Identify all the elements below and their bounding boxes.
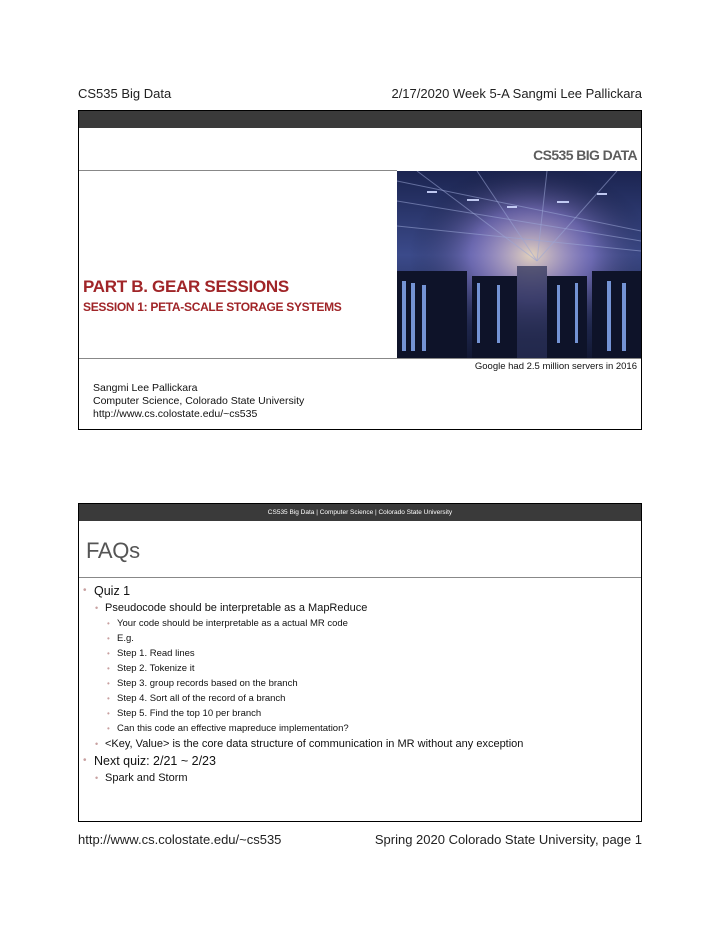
bullet-text: Step 3. group records based on the branch: [117, 678, 298, 689]
date-lecture-info: 2/17/2020 Week 5-A Sangmi Lee Pallickara: [391, 86, 642, 101]
course-url: http://www.cs.colostate.edu/~cs535: [93, 408, 258, 420]
bullet-item: [79, 721, 641, 736]
bullet-text: Your code should be interpretable as a actual MR code: [117, 618, 348, 629]
slide-divider-bottom: [79, 358, 641, 359]
bullet-dot-icon: •: [95, 603, 99, 613]
bullet-item: [79, 600, 641, 616]
bullet-text: Spark and Storm: [105, 772, 188, 784]
bullet-text: Quiz 1: [94, 584, 131, 598]
bullet-text: Step 1. Read lines: [117, 648, 195, 659]
bullet-item: [79, 616, 641, 631]
bullet-dot-icon: •: [107, 619, 110, 628]
page-footer: [78, 832, 642, 852]
author-affiliation: Computer Science, Colorado State University: [93, 395, 305, 407]
bullet-dot-icon: •: [107, 649, 110, 658]
bullet-item: [79, 770, 641, 786]
slide-top-bar: [79, 111, 641, 128]
bullet-item: [79, 646, 641, 661]
page-header: [78, 86, 642, 106]
bullet-text: Step 2. Tokenize it: [117, 663, 195, 674]
slide-divider: [79, 577, 641, 578]
bullet-item: [79, 706, 641, 721]
author-name: Sangmi Lee Pallickara: [93, 382, 198, 394]
slide-top-bar: CS535 Big Data | Computer Science | Colorado State University: [79, 504, 641, 521]
bullet-dot-icon: •: [95, 773, 99, 783]
bullet-item: [79, 676, 641, 691]
slide-title: [78, 110, 642, 430]
footer-url: http://www.cs.colostate.edu/~cs535: [78, 832, 282, 847]
bullet-text: Step 5. Find the top 10 per branch: [117, 708, 262, 719]
bullet-item: [79, 691, 641, 706]
slide-divider: [79, 170, 397, 171]
bullet-dot-icon: •: [107, 724, 110, 733]
bullet-item: [79, 582, 641, 600]
bullet-dot-icon: •: [83, 755, 87, 766]
author-block: [93, 382, 304, 421]
bullet-text: <Key, Value> is the core data structure of communication in MR without any exception: [105, 738, 524, 750]
bullet-dot-icon: •: [107, 634, 110, 643]
course-name: CS535 Big Data: [78, 86, 172, 101]
bullet-dot-icon: •: [107, 664, 110, 673]
bullet-item: [79, 631, 641, 646]
bullet-dot-icon: •: [107, 694, 110, 703]
bullet-text: E.g.: [117, 633, 134, 644]
datacenter-image: [397, 171, 641, 358]
slide-title-text: PART B. GEAR SESSIONS: [83, 277, 289, 296]
slide-title-text: FAQs: [86, 538, 140, 563]
slide-faqs: [78, 503, 642, 822]
bullet-item: [79, 736, 641, 752]
image-caption: Google had 2.5 million servers in 2016: [474, 361, 637, 372]
bullet-item: [79, 661, 641, 676]
slide-brand: CS535 BIG DATA: [533, 147, 637, 163]
bullet-text: Next quiz: 2/21 ~ 2/23: [94, 754, 216, 768]
bullet-dot-icon: •: [83, 585, 87, 596]
slide-subtitle-text: SESSION 1: PETA-SCALE STORAGE SYSTEMS: [83, 300, 342, 314]
bullet-dot-icon: •: [95, 739, 99, 749]
bullet-text: Can this code an effective mapreduce implementation?: [117, 723, 349, 734]
bullet-list: [79, 582, 641, 786]
bullet-item: [79, 752, 641, 770]
bullet-text: Step 4. Sort all of the record of a branch: [117, 693, 286, 704]
bullet-dot-icon: •: [107, 679, 110, 688]
bullet-text: Pseudocode should be interpretable as a MapReduce: [105, 602, 368, 614]
footer-page-info: Spring 2020 Colorado State University, page 1: [374, 832, 642, 847]
bullet-dot-icon: •: [107, 709, 110, 718]
